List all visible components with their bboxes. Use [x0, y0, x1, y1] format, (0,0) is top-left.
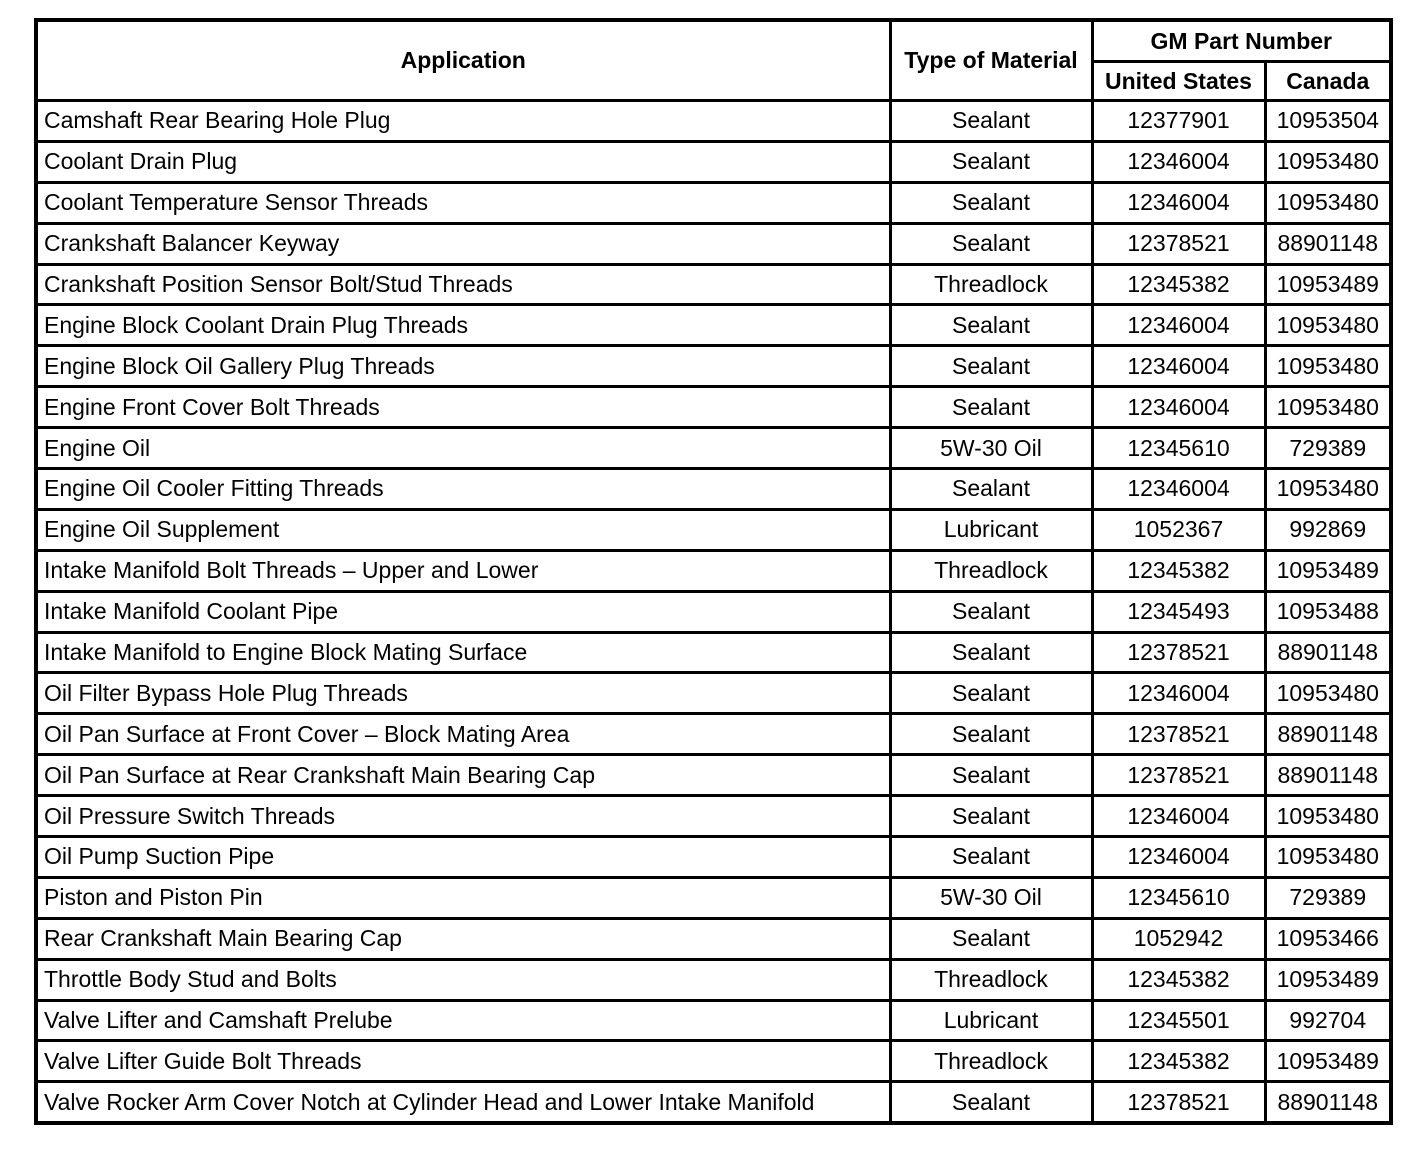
- us-part-number-cell: 12345382: [1092, 264, 1265, 305]
- table-row: [36, 223, 1391, 264]
- table-row: [36, 918, 1391, 959]
- application-cell: Intake Manifold Coolant Pipe: [36, 591, 890, 632]
- application-cell: Oil Pan Surface at Rear Crankshaft Main Bearing Cap: [36, 755, 890, 796]
- application-cell: Valve Rocker Arm Cover Notch at Cylinder Head and Lower Intake Manifold: [36, 1082, 890, 1123]
- table-row: [36, 1000, 1391, 1041]
- application-cell: Coolant Temperature Sensor Threads: [36, 182, 890, 223]
- material-cell: Sealant: [890, 714, 1092, 755]
- material-cell: 5W-30 Oil: [890, 428, 1092, 469]
- us-part-number-cell: 1052942: [1092, 918, 1265, 959]
- application-cell: Oil Pressure Switch Threads: [36, 796, 890, 837]
- canada-part-number-cell: 729389: [1265, 877, 1391, 918]
- table-row: [36, 796, 1391, 837]
- material-cell: Threadlock: [890, 264, 1092, 305]
- canada-part-number-cell: 88901148: [1265, 632, 1391, 673]
- material-cell: Sealant: [890, 141, 1092, 182]
- canada-part-number-cell: 10953480: [1265, 673, 1391, 714]
- canada-part-number-cell: 10953489: [1265, 1041, 1391, 1082]
- canada-part-number-cell: 10953489: [1265, 264, 1391, 305]
- table-row: [36, 755, 1391, 796]
- material-cell: Sealant: [890, 182, 1092, 223]
- sealants-adhesives-table: [34, 18, 1393, 1125]
- canada-part-number-cell: 10953504: [1265, 101, 1391, 142]
- table-row: [36, 1041, 1391, 1082]
- us-part-number-cell: 12378521: [1092, 632, 1265, 673]
- table-row: [36, 632, 1391, 673]
- application-cell: Oil Filter Bypass Hole Plug Threads: [36, 673, 890, 714]
- canada-part-number-cell: 10953489: [1265, 959, 1391, 1000]
- canada-part-number-cell: 10953480: [1265, 305, 1391, 346]
- canada-part-number-cell: 10953480: [1265, 796, 1391, 837]
- material-cell: Lubricant: [890, 509, 1092, 550]
- us-part-number-cell: 12346004: [1092, 182, 1265, 223]
- canada-part-number-cell: 10953480: [1265, 141, 1391, 182]
- header-canada: Canada: [1265, 62, 1391, 101]
- us-part-number-cell: 12346004: [1092, 796, 1265, 837]
- us-part-number-cell: 12346004: [1092, 837, 1265, 878]
- us-part-number-cell: 12378521: [1092, 755, 1265, 796]
- canada-part-number-cell: 10953489: [1265, 550, 1391, 591]
- table-row: [36, 837, 1391, 878]
- us-part-number-cell: 12345382: [1092, 550, 1265, 591]
- canada-part-number-cell: 992869: [1265, 509, 1391, 550]
- table-row: [36, 387, 1391, 428]
- table-row: [36, 673, 1391, 714]
- us-part-number-cell: 12378521: [1092, 714, 1265, 755]
- table-row: [36, 305, 1391, 346]
- material-cell: Threadlock: [890, 1041, 1092, 1082]
- canada-part-number-cell: 10953480: [1265, 182, 1391, 223]
- application-cell: Engine Oil Supplement: [36, 509, 890, 550]
- us-part-number-cell: 12345382: [1092, 1041, 1265, 1082]
- canada-part-number-cell: 10953488: [1265, 591, 1391, 632]
- canada-part-number-cell: 88901148: [1265, 223, 1391, 264]
- header-united-states: United States: [1092, 62, 1265, 101]
- application-cell: Engine Block Coolant Drain Plug Threads: [36, 305, 890, 346]
- application-cell: Crankshaft Position Sensor Bolt/Stud Threads: [36, 264, 890, 305]
- canada-part-number-cell: 10953480: [1265, 387, 1391, 428]
- us-part-number-cell: 12346004: [1092, 346, 1265, 387]
- table-row: [36, 469, 1391, 510]
- application-cell: Intake Manifold Bolt Threads – Upper and Lower: [36, 550, 890, 591]
- application-cell: Coolant Drain Plug: [36, 141, 890, 182]
- material-cell: Sealant: [890, 837, 1092, 878]
- material-cell: Sealant: [890, 346, 1092, 387]
- application-cell: Engine Oil Cooler Fitting Threads: [36, 469, 890, 510]
- table-row: [36, 346, 1391, 387]
- header-gm-part-number: GM Part Number: [1092, 20, 1391, 62]
- table-row: [36, 509, 1391, 550]
- material-cell: 5W-30 Oil: [890, 877, 1092, 918]
- material-cell: Sealant: [890, 1082, 1092, 1123]
- material-cell: Sealant: [890, 223, 1092, 264]
- application-cell: Intake Manifold to Engine Block Mating Surface: [36, 632, 890, 673]
- canada-part-number-cell: 88901148: [1265, 755, 1391, 796]
- application-cell: Throttle Body Stud and Bolts: [36, 959, 890, 1000]
- us-part-number-cell: 12346004: [1092, 673, 1265, 714]
- application-cell: Camshaft Rear Bearing Hole Plug: [36, 101, 890, 142]
- application-cell: Engine Oil: [36, 428, 890, 469]
- us-part-number-cell: 12378521: [1092, 1082, 1265, 1123]
- canada-part-number-cell: 729389: [1265, 428, 1391, 469]
- table-body: [36, 101, 1391, 1124]
- material-cell: Sealant: [890, 673, 1092, 714]
- application-cell: Oil Pan Surface at Front Cover – Block Mating Area: [36, 714, 890, 755]
- material-cell: Sealant: [890, 918, 1092, 959]
- us-part-number-cell: 12345610: [1092, 877, 1265, 918]
- us-part-number-cell: 12377901: [1092, 101, 1265, 142]
- table-row: [36, 959, 1391, 1000]
- header-application: Application: [36, 20, 890, 101]
- application-cell: Crankshaft Balancer Keyway: [36, 223, 890, 264]
- application-cell: Oil Pump Suction Pipe: [36, 837, 890, 878]
- application-cell: Valve Lifter and Camshaft Prelube: [36, 1000, 890, 1041]
- canada-part-number-cell: 10953480: [1265, 837, 1391, 878]
- table-row: [36, 182, 1391, 223]
- canada-part-number-cell: 10953480: [1265, 469, 1391, 510]
- application-cell: Rear Crankshaft Main Bearing Cap: [36, 918, 890, 959]
- material-cell: Sealant: [890, 591, 1092, 632]
- us-part-number-cell: 12345493: [1092, 591, 1265, 632]
- us-part-number-cell: 12345501: [1092, 1000, 1265, 1041]
- canada-part-number-cell: 88901148: [1265, 714, 1391, 755]
- material-cell: Sealant: [890, 796, 1092, 837]
- table-row: [36, 550, 1391, 591]
- material-cell: Threadlock: [890, 959, 1092, 1000]
- material-cell: Sealant: [890, 387, 1092, 428]
- material-cell: Threadlock: [890, 550, 1092, 591]
- us-part-number-cell: 12378521: [1092, 223, 1265, 264]
- application-cell: Engine Block Oil Gallery Plug Threads: [36, 346, 890, 387]
- us-part-number-cell: 1052367: [1092, 509, 1265, 550]
- table-row: [36, 428, 1391, 469]
- application-cell: Valve Lifter Guide Bolt Threads: [36, 1041, 890, 1082]
- table-row: [36, 877, 1391, 918]
- us-part-number-cell: 12346004: [1092, 141, 1265, 182]
- application-cell: Engine Front Cover Bolt Threads: [36, 387, 890, 428]
- table-row: [36, 101, 1391, 142]
- us-part-number-cell: 12346004: [1092, 305, 1265, 346]
- material-cell: Sealant: [890, 755, 1092, 796]
- us-part-number-cell: 12346004: [1092, 387, 1265, 428]
- canada-part-number-cell: 992704: [1265, 1000, 1391, 1041]
- header-type-of-material: Type of Material: [890, 20, 1092, 101]
- canada-part-number-cell: 88901148: [1265, 1082, 1391, 1123]
- table-row: [36, 141, 1391, 182]
- material-cell: Sealant: [890, 101, 1092, 142]
- material-cell: Lubricant: [890, 1000, 1092, 1041]
- canada-part-number-cell: 10953466: [1265, 918, 1391, 959]
- table-row: [36, 591, 1391, 632]
- us-part-number-cell: 12346004: [1092, 469, 1265, 510]
- table-row: [36, 1082, 1391, 1123]
- table-row: [36, 264, 1391, 305]
- table-row: [36, 714, 1391, 755]
- us-part-number-cell: 12345382: [1092, 959, 1265, 1000]
- canada-part-number-cell: 10953480: [1265, 346, 1391, 387]
- application-cell: Piston and Piston Pin: [36, 877, 890, 918]
- us-part-number-cell: 12345610: [1092, 428, 1265, 469]
- material-cell: Sealant: [890, 469, 1092, 510]
- material-cell: Sealant: [890, 305, 1092, 346]
- material-cell: Sealant: [890, 632, 1092, 673]
